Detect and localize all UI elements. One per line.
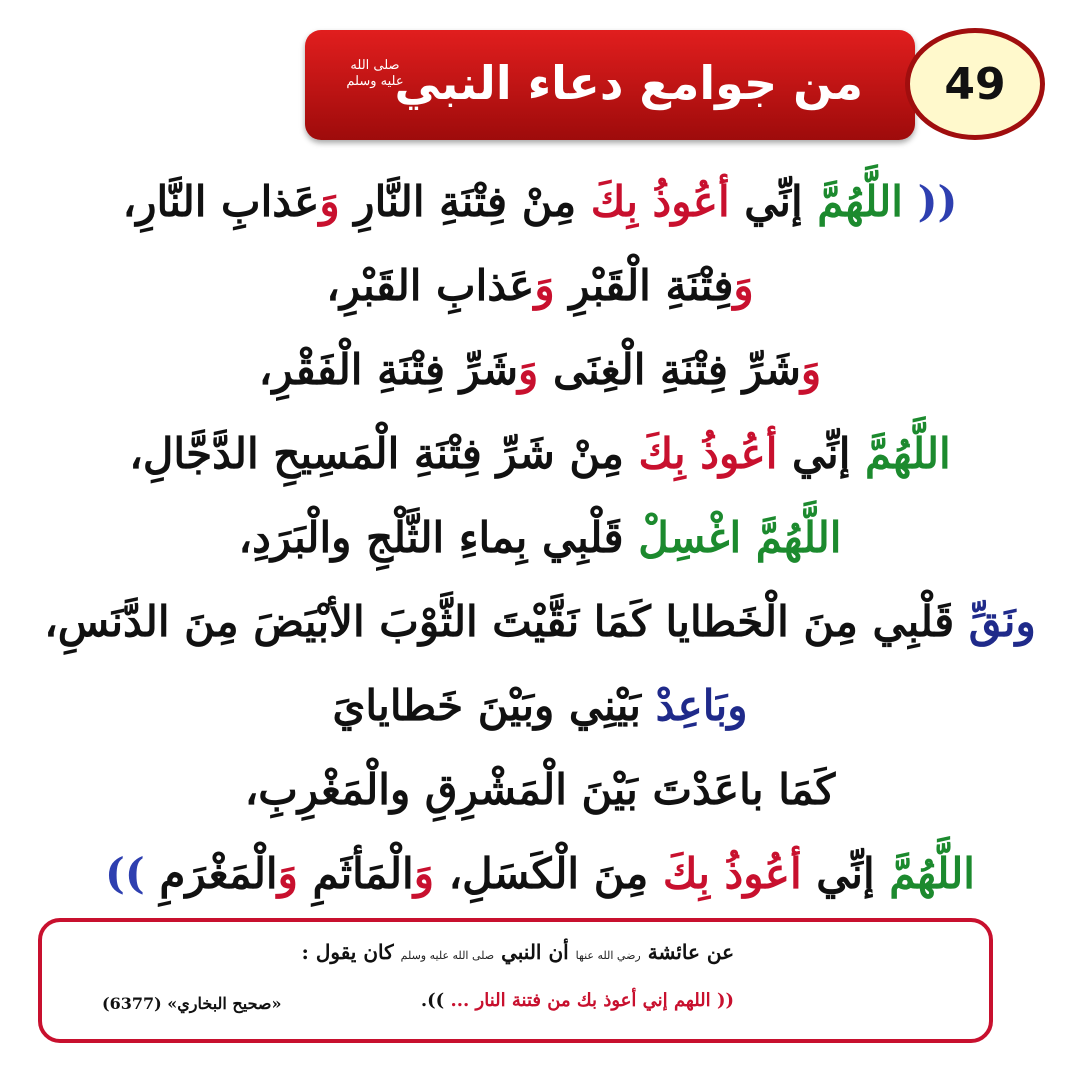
dua-line (40, 412, 1040, 496)
dua-line (40, 328, 1040, 412)
salawat: صلى الله عليه وسلم (400, 949, 495, 962)
prophet-mention: أن النبي (501, 940, 569, 964)
title-banner (305, 30, 915, 140)
dua-segment: مِنْ فِتْنَةِ النَّارِ (339, 177, 577, 226)
quote-close: )). (420, 990, 445, 1011)
dua-segment: وَ (413, 849, 434, 898)
dua-segment: بَيْنِي وبَيْنَ خَطايايَ (332, 681, 641, 730)
dua-line (40, 664, 1040, 748)
open-quote: (( (902, 177, 958, 226)
dua-segment: وَ (319, 177, 340, 226)
dua-segment: شَرِّ فِتْنَةِ الْفَقْرِ، (258, 345, 519, 394)
dua-line (40, 832, 1040, 916)
hadith-quote (421, 990, 734, 1011)
card-number-badge (905, 28, 1045, 140)
page-title: من جوامع دعاء النبي (394, 56, 863, 110)
dua-line (40, 496, 1040, 580)
quote-open: (( (716, 990, 734, 1011)
dua-segment: وَ (534, 261, 555, 310)
dua-segment: اللَّهُمَّ (874, 849, 975, 898)
dua-line (40, 580, 1040, 664)
dua-segment: اللَّهُمَّ (850, 429, 951, 478)
dua-segment: قَلْبِي مِنَ الْخَطايا كَمَا نَقَّيْتَ الثَّوْبَ الأبْيَضَ مِنَ الدَّنَسِ، (44, 597, 955, 646)
dua-segment: الْمَأثَمِ (297, 849, 414, 898)
hadith-source: «صحيح البخاري» (6377) (102, 994, 282, 1013)
dua-segment: أعُوذُ بِكَ (623, 429, 778, 478)
dua-segment: مِنْ شَرِّ فِتْنَةِ الْمَسِيحِ الدَّجَّالِ، (129, 429, 624, 478)
dua-segment: شَرِّ فِتْنَةِ الْغِنَى (538, 345, 801, 394)
dua-segment: وَ (733, 261, 754, 310)
dua-segment: عَذابِ النَّارِ، (122, 177, 320, 226)
dua-segment: مِنَ الْكَسَلِ، (433, 849, 649, 898)
narrator: عن عائشة (647, 940, 734, 964)
dua-line (40, 160, 1040, 244)
dua-line (40, 244, 1040, 328)
dua-segment: قَلْبِي بِماءِ الثَّلْجِ والْبَرَدِ، (238, 513, 624, 562)
dua-segment: عَذابِ القَبْرِ، (326, 261, 535, 310)
saying: كان يقول : (301, 940, 394, 964)
dua-segment: إنِّي (777, 429, 851, 478)
dua-segment: اللَّهُمَّ (802, 177, 903, 226)
dua-segment: ونَقِّ (954, 597, 1036, 646)
dua-segment: وَ (518, 345, 539, 394)
dua-line (40, 748, 1040, 832)
quote-text: اللهم إني أعوذ بك من فتنة النار ... (450, 990, 711, 1011)
card-number: 49 (944, 58, 1006, 110)
hadith-narration (301, 940, 734, 964)
dua-segment: أعُوذُ بِكَ (648, 849, 802, 898)
dua-segment: اللَّهُمَّ (741, 513, 842, 562)
dua-segment: أعُوذُ بِكَ (576, 177, 730, 226)
dua-segment: كَمَا باعَدْتَ بَيْنَ الْمَشْرِقِ والْمَغْرِبِ، (244, 765, 836, 814)
dua-segment: وبَاعِدْ (640, 681, 748, 730)
dua-segment: وَ (277, 849, 298, 898)
dua-text (40, 160, 1040, 916)
dua-segment: وَ (800, 345, 822, 394)
honorific: رضي الله عنها (575, 949, 641, 962)
dua-segment: إنِّي (801, 849, 875, 898)
salawat-calligraphy: صلى الله عليه وسلم (346, 58, 404, 89)
close-quote: )) (105, 849, 160, 898)
dua-segment: الْمَغْرَمِ (159, 849, 278, 898)
dua-segment: اغْسِلْ (623, 513, 742, 562)
hadith-reference-box (38, 918, 993, 1043)
dua-segment: إنِّي (729, 177, 803, 226)
dua-segment: فِتْنَةِ الْقَبْرِ (554, 261, 734, 310)
